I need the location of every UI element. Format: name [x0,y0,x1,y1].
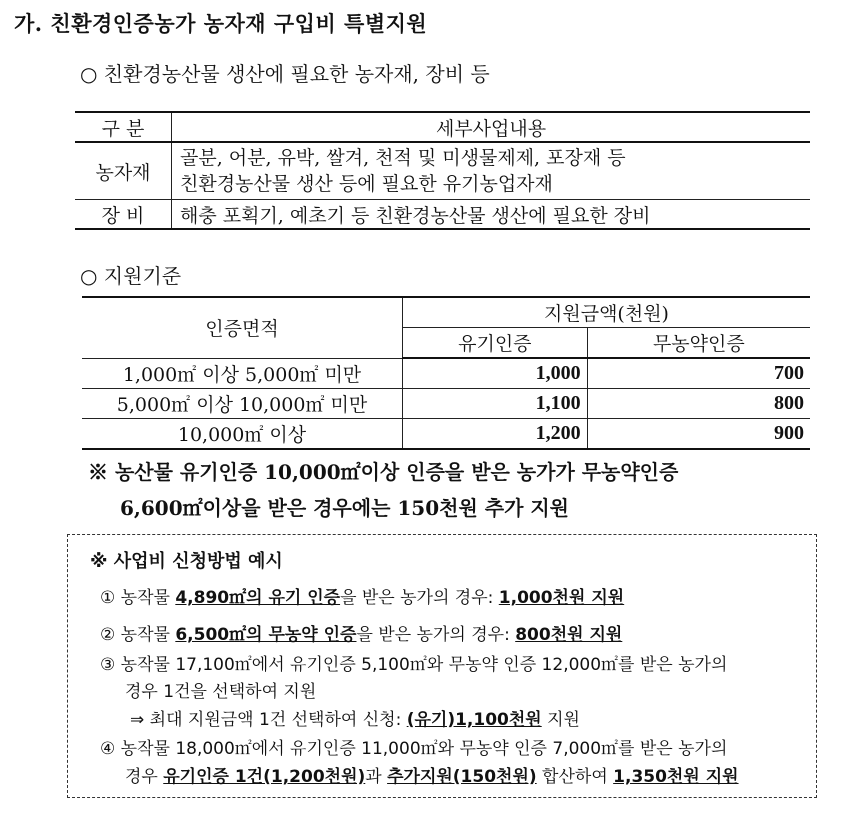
example-title: ※ 사업비 신청방법 예시 [90,551,283,572]
item-text: 농작물 18,000㎡에서 유기인증 11,000㎡와 무농약 인증 7,000㎡를 받은 농가의 [120,739,728,759]
item-highlight: 1,000천원 지원 [498,588,625,608]
item-text: ⇒ 최대 지원금액 1건 선택하여 신청: [130,710,407,730]
item-arrow-line [130,705,580,730]
item-text: 지원 [541,710,580,730]
table-header-row [82,297,810,328]
item-continuation [125,762,739,787]
cell-organic: 1,000 [403,358,588,389]
item-highlight: 유기인증 1건(1,200천원) [163,767,366,787]
bullet-criteria: ○ 지원기준 [80,264,182,288]
header-amount: 지원금액(천원) [403,297,811,328]
item-highlight: 추가지원(150천원) [387,767,537,787]
header-nopesticide: 무농약인증 [587,328,810,359]
cell-nopesticide: 900 [587,419,810,450]
example-item [100,734,727,759]
note-line: 6,600㎡이상을 받은 경우에는 150천원 추가 지원 [120,496,569,520]
item-text: 합산하여 [536,767,614,787]
item-text: 농작물 [120,588,176,608]
item-highlight: 4,890㎡의 유기 인증 [175,588,341,608]
note-line: ※ 농산물 유기인증 10,000㎡이상 인증을 받은 농가가 무농약인증 [88,460,679,484]
cell-nopesticide: 800 [587,389,810,419]
cell-nopesticide: 700 [587,358,810,389]
cell-area: 10,000㎡ 이상 [82,419,403,450]
item-text: 을 받은 농가의 경우: [356,625,516,645]
cell-organic: 1,200 [403,419,588,450]
table-row [75,200,810,230]
criteria-table [82,296,810,450]
item-continuation: 경우 1건을 선택하여 지원 [125,682,317,702]
desc-line: 친환경농산물 생산 등에 필요한 유기농업자재 [180,173,553,195]
cell-organic: 1,100 [403,389,588,419]
example-item [100,650,727,675]
example-item [100,583,624,608]
cell-area: 1,000㎡ 이상 5,000㎡ 미만 [82,358,403,389]
item-text: 을 받은 농가의 경우: [340,588,499,608]
table-row [82,389,810,419]
table-row [82,358,810,389]
header-organic: 유기인증 [403,328,588,359]
desc-line: 골분, 어분, 유박, 쌀겨, 천적 및 미생물제제, 포장재 등 [180,147,626,169]
row-desc-materials [172,142,811,200]
item-highlight: 6,500㎡의 무농약 인증 [175,625,357,645]
cell-area: 5,000㎡ 이상 10,000㎡ 미만 [82,389,403,419]
table-header-row [75,112,810,142]
item-text: 농작물 [120,625,176,645]
header-details: 세부사업내용 [172,112,811,142]
item-highlight: (유기)1,100천원 [406,710,542,730]
row-label-equipment: 장 비 [75,200,172,230]
row-desc-equipment: 해충 포획기, 예초기 등 친환경농산물 생산에 필요한 장비 [172,200,811,230]
table-row [75,142,810,200]
item-number: ④ [100,739,116,759]
bullet-materials: ○ 친환경농산물 생산에 필요한 농자재, 장비 등 [80,62,490,86]
header-category: 구 분 [75,112,172,142]
item-highlight: 800천원 지원 [515,625,623,645]
section-title: 가. 친환경인증농가 농자재 구입비 특별지원 [14,11,428,36]
header-area: 인증면적 [82,297,403,358]
table-row [82,419,810,450]
item-text: 농작물 17,100㎡에서 유기인증 5,100㎡와 무농약 인증 12,000㎡를 받은 농가의 [120,655,728,675]
item-text: 경우 [125,767,164,787]
item-number: ③ [100,655,116,675]
item-number: ① [100,588,116,608]
item-highlight: 1,350천원 지원 [613,767,739,787]
row-label-materials: 농자재 [75,142,172,200]
materials-table [75,111,810,230]
item-text: 과 [365,767,388,787]
example-item [100,620,622,645]
item-number: ② [100,625,116,645]
